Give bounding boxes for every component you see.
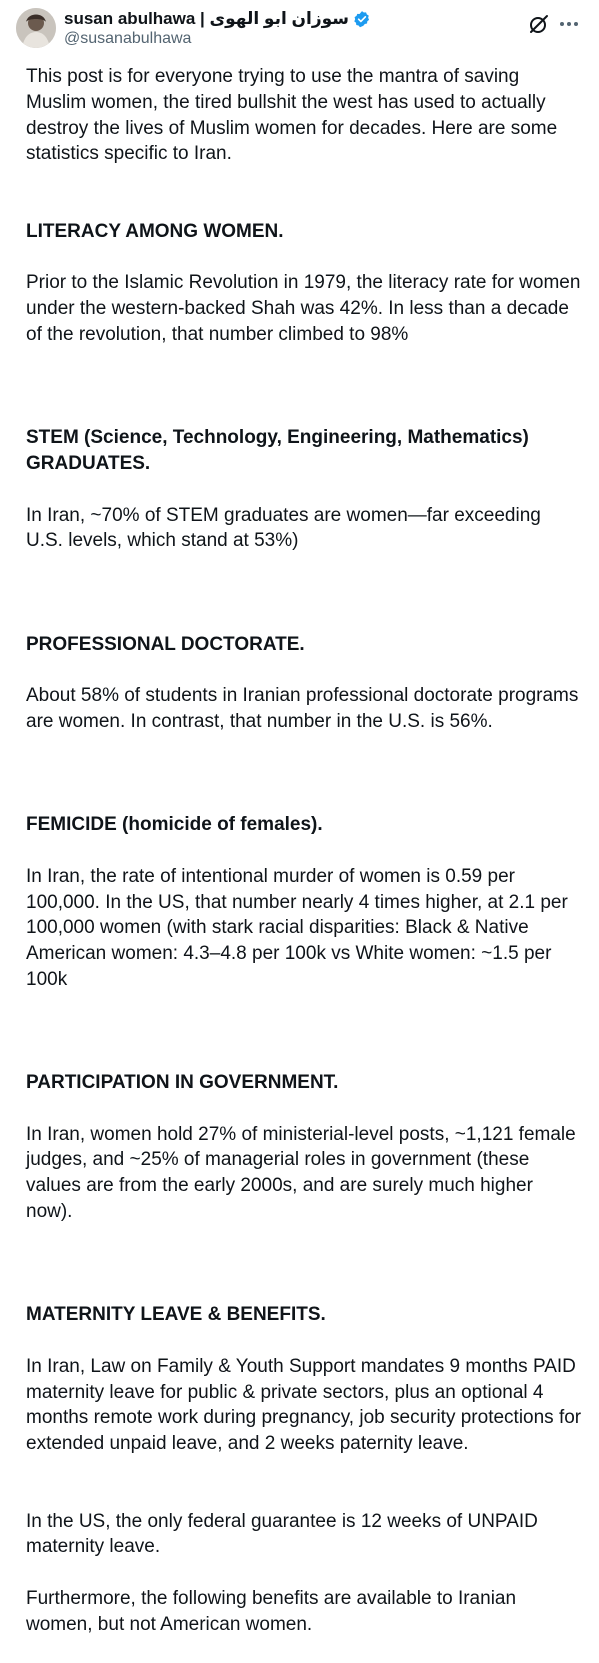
author-handle[interactable]: @susanabulhawa xyxy=(64,30,192,47)
author-name[interactable]: susan abulhawa | سوزان ابو الهوى xyxy=(64,9,350,28)
section-text: In Iran, women hold 27% of ministerial-level posts, ~1,121 female judges, and ~25% of managerial roles in government (these values are from the early 2000s, and are surely much higher now). xyxy=(26,1123,576,1223)
post-text xyxy=(26,64,582,1663)
section-heading: LITERACY AMONG WOMEN. xyxy=(26,220,284,242)
section-heading: FEMICIDE (homicide of females). xyxy=(26,814,323,836)
intro-paragraph: This post is for everyone trying to use the mantra of saving Muslim women, the tired bullshit the west has used to actually destroy the lives of Muslim women for decades. Here are some statistics specific to Iran. xyxy=(26,66,558,165)
section-femicide xyxy=(26,786,582,1018)
section-doctorate xyxy=(26,606,582,761)
section-government xyxy=(26,1044,582,1250)
closing-paragraph: Furthermore, the following benefits are available to Iranian women, but not American women. xyxy=(26,1588,517,1635)
section-text: In Iran, the rate of intentional murder of women is 0.59 per 100,000. In the US, that number nearly 4 times higher, at 2.1 per 100,000 women (with stark racial disparities: Black & Native American women: 4.3–4.8 per 100k vs White women: ~1.5 per 100k xyxy=(26,865,568,990)
us-paragraph: In the US, the only federal guarantee is 12 weeks of UNPAID maternity leave. xyxy=(26,1510,538,1558)
verified-badge-icon xyxy=(353,10,371,28)
post-header xyxy=(0,0,599,56)
section-stem xyxy=(26,399,582,580)
section-heading: PROFESSIONAL DOCTORATE. xyxy=(26,633,305,655)
avatar-image xyxy=(16,8,56,48)
avatar[interactable] xyxy=(16,8,56,48)
section-text: About 58% of students in Iranian professional doctorate programs are women. In contrast, that number in the U.S. is 56%. xyxy=(26,685,579,732)
more-icon[interactable] xyxy=(557,12,581,36)
section-text: In Iran, Law on Family & Youth Support mandates 9 months PAID maternity leave for public & private sectors, plus an optional 4 months remote work during pregnancy, job security protections for extended unpaid leave, and 2 weeks paternity leave. xyxy=(26,1355,582,1455)
section-text: In Iran, ~70% of STEM graduates are women—far exceeding U.S. levels, which stand at 53%) xyxy=(26,504,541,552)
section-heading: PARTICIPATION IN GOVERNMENT. xyxy=(26,1072,339,1094)
section-maternity xyxy=(26,1276,582,1482)
section-heading: MATERNITY LEAVE & BENEFITS. xyxy=(26,1304,326,1326)
grok-icon[interactable] xyxy=(527,12,551,36)
author-name-row xyxy=(64,8,371,30)
section-text: Prior to the Islamic Revolution in 1979, the literacy rate for women under the western-backed Shah was 42%. In less than a decade of the revolution, that number climbed to 98% xyxy=(26,272,581,345)
section-heading: STEM (Science, Technology, Engineering, Mathematics) GRADUATES. xyxy=(26,427,529,474)
section-literacy xyxy=(26,193,582,374)
